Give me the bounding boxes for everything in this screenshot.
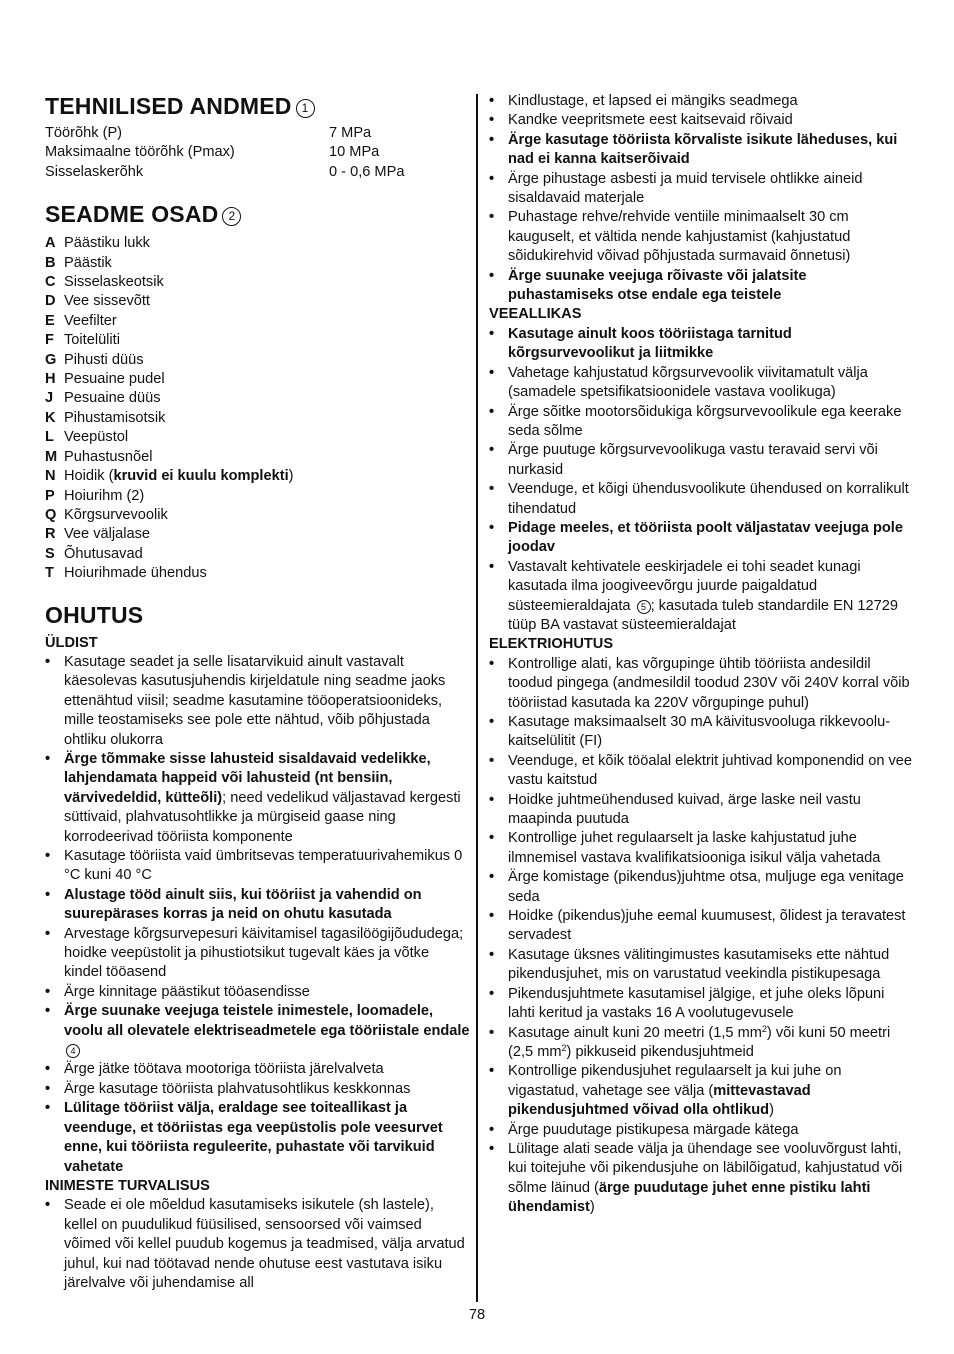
tech-data-table [45, 124, 470, 182]
part-item [45, 331, 470, 350]
bullet: • [45, 750, 51, 767]
part-item [45, 312, 470, 331]
list-item [489, 1062, 914, 1120]
item-bold: Ärge kasutage tööriista kõrvaliste isikute läheduses, kui nad ei kanna kaitserõivaid [508, 131, 898, 168]
item-text [508, 132, 897, 167]
water-list [489, 325, 914, 636]
item-bold: Ärge tõmmake sisse lahusteid sisaldavaid vedelikke, lahjendamata happeid või lahusteid (nt bensiin, värvivedeldid, kütteõli) [64, 750, 431, 806]
spec-label: Töörõhk (P) [45, 125, 123, 141]
spec-row [45, 163, 470, 182]
list-item [45, 1196, 470, 1293]
item-text: Ärge pihustage asbesti ja muid tervisele ohtlikke aineid sisaldavaid materjale [508, 170, 863, 207]
item-text: Kontrollige pikendusjuhet regulaarselt ja kui juhe on vigastatud, vahetage see välja (mittevastavad pikendusjuhtmed võivad olla ohtlikud) [508, 1063, 842, 1119]
parts-title: SEADME OSAD [45, 201, 219, 228]
bullet: • [45, 1197, 51, 1214]
part-letter: G [45, 351, 57, 368]
bullet: • [489, 1024, 495, 1041]
bullet: • [489, 791, 495, 808]
list-item [489, 655, 914, 713]
people-heading: INIMESTE TURVALISUS [45, 1177, 210, 1194]
list-item [489, 403, 914, 442]
item-text: Lülitage alati seade välja ja ühendage see vooluvõrgust lahti, kui toitejuhe või pikendusjuhe on läbilõigatud, kahjustatud või sõlme läinud (ärge puudutage juhet enne pistiku lahti ühendamist) [508, 1140, 903, 1216]
item-bold: mittevastavad pikendusjuhtmed võivad olla ohtlikud [508, 1082, 811, 1119]
superscript: 2 [561, 1042, 567, 1053]
part-text: Hoidik (kruvid ei kuulu komplekti) [64, 468, 294, 485]
item-text [508, 520, 903, 555]
part-text: Kõrgsurvevoolik [64, 506, 168, 523]
people-list-right [489, 92, 914, 305]
bullet: • [489, 403, 495, 420]
superscript: 2 [761, 1023, 767, 1034]
bullet: • [489, 830, 495, 847]
bullet: • [45, 1100, 51, 1117]
item-text: Pikendusjuhtmete kasutamisel jälgige, et juhe oleks lõpuni lahti keritud ja vastaks 16 A voolutugevusele [508, 985, 885, 1022]
item-text: Kasutage tööriista vaid ümbritsevas temperatuurivahemikus 0 °C kuni 40 °C [64, 848, 463, 884]
item-text [64, 1003, 470, 1058]
list-item [45, 983, 470, 1002]
bullet: • [489, 519, 495, 536]
page-number: 78 [468, 1307, 486, 1323]
part-item [45, 273, 470, 292]
part-letter: R [45, 526, 56, 543]
tech-data-heading [45, 92, 470, 120]
spec-row [45, 143, 470, 162]
part-letter: J [45, 390, 54, 407]
list-item [489, 713, 914, 752]
part-text: Pihusti düüs [64, 351, 144, 368]
bullet: • [489, 1140, 495, 1157]
part-item [45, 292, 470, 311]
bullet: • [489, 985, 495, 1002]
item-text: Veenduge, et kõik tööalal elektrit juhtivad komponendid on vee vastu kaitstud [508, 752, 913, 789]
spec-value: 0 - 0,6 MPa [329, 163, 405, 180]
part-letter: K [45, 409, 56, 426]
part-letter: P [45, 487, 55, 504]
part-item [45, 370, 470, 389]
item-text: Hoidke juhtmeühendused kuivad, ärge laske neil vastu maapinda puutuda [508, 791, 861, 828]
spec-value: 7 MPa [329, 125, 372, 141]
item-text: Arvestage kõrgsurvepesuri käivitamisel tagasilöögijõududega; hoidke veepüstolit ja pihustiotsikut tugevalt käes ja võtke kindel tööasend [64, 925, 464, 981]
part-text: Pesuaine pudel [64, 371, 165, 388]
bullet: • [489, 267, 495, 284]
bullet: • [45, 983, 51, 1000]
bullet: • [45, 1003, 51, 1020]
bullet: • [45, 925, 51, 942]
item-text: Ärge tõmmake sisse lahusteid sisaldavaid vedelikke, lahjendamata happeid või lahusteid (nt bensiin, värvivedeldid, kütteõli); need vedelikud väljastavad kergesti süttivaid, plahvatusohtlikke ja mürgiseid gaase ning korrodeerivad tööriista komponente [64, 750, 461, 845]
list-item [489, 752, 914, 791]
bullet: • [489, 558, 495, 575]
item-bold: Ärge suunake veejuga teistele inimestele, loomadele, voolu all olevatele elektriseadmetele ega tööriistale endale [64, 1003, 470, 1039]
part-item [45, 545, 470, 564]
list-item [489, 170, 914, 209]
item-text: Kandke veepritsmete eest kaitsevaid rõivaid [508, 112, 793, 129]
part-text: Vee sissevõtt [64, 293, 150, 310]
list-item [45, 1099, 470, 1177]
list-item [489, 519, 914, 558]
item-bold: Ärge suunake veejuga rõivaste või jalatsite puhastamiseks otse endale ega teistele [508, 267, 807, 304]
bullet: • [489, 1121, 495, 1138]
figure-ref: 4 [66, 1044, 80, 1058]
bullet: • [45, 1061, 51, 1078]
item-text: Kontrollige alati, kas võrgupinge ühtib tööriista andesildil toodud pingega (andmesildil toodud 230V või 240V korral võib tööriistad kasutada ka 220V võrgupinge puhul) [508, 655, 910, 711]
part-letter: D [45, 293, 56, 310]
spec-label: Maksimaalne töörõhk (Pmax) [45, 144, 235, 161]
item-text: Ärge puudutage pistikupesa märgade kätega [508, 1121, 799, 1138]
part-text: Hoiurihmade ühendus [64, 565, 207, 582]
item-text: Kasutage maksimaalselt 30 mA käivitusvooluga rikkevoolu-kaitselülitit (FI) [508, 714, 891, 750]
part-text: Veepüstol [64, 429, 129, 446]
list-item [45, 886, 470, 925]
part-item [45, 351, 470, 370]
list-item [489, 267, 914, 306]
list-item [45, 847, 470, 886]
elec-heading: ELEKTRIOHUTUS [489, 636, 614, 653]
bullet: • [489, 325, 495, 342]
item-text: Vahetage kahjustatud kõrgsurvevoolik viivitamatult välja (samadele spetsifikatsioonidele vastava voolikuga) [508, 364, 868, 401]
item-text: Seade ei ole mõeldud kasutamiseks isikutele (sh lastele), kellel on puudulikud füüsilised, sensoorsed või vaimsed võimed või kellel puudub kogemus ja teadmised, välja arvatud juhul, kui nad töötavad nende ohutuse eest vastutava isiku järelvalve või juhendamise all [64, 1197, 465, 1291]
part-letter: A [45, 235, 56, 252]
part-letter: B [45, 254, 56, 271]
item-bold: Lülitage tööriist välja, eraldage see toiteallikast ja veenduge, et tööriistas ega veepüstolis pole veesurvet enne, kui tööriista reguleerite, puhastate või tarvikuid vahetate [64, 1100, 443, 1175]
list-item [489, 791, 914, 830]
part-item [45, 467, 470, 486]
bullet: • [489, 714, 495, 730]
list-item [489, 985, 914, 1024]
part-text: Toitelüliti [64, 332, 120, 349]
item-text [508, 268, 807, 303]
item-text: Ärge kinnitage päästikut tööasendisse [64, 983, 310, 1000]
list-item [489, 364, 914, 403]
part-text: Pihustamisotsik [64, 409, 166, 426]
bullet: • [489, 209, 495, 226]
list-item [45, 1060, 470, 1079]
part-text: Õhutusavad [64, 545, 143, 562]
list-item [45, 1002, 470, 1060]
bullet: • [489, 93, 495, 109]
parts-list [45, 234, 470, 583]
bullet: • [45, 848, 51, 864]
item-text: Kindlustage, et lapsed ei mängiks seadmega [508, 93, 798, 109]
part-text: Päästik [64, 254, 112, 271]
list-item [45, 1080, 470, 1099]
item-text: Kasutage seadet ja selle lisatarvikuid ainult vastavalt käesolevas kasutusjuhendis kirjeldatule ning seadme jaoks ettenähtud viisil; seadme kasutamine tööoperatsioonideks, mille teostamiseks see pole ette nähtud, võib põhjustada ohtliku olukorra [64, 653, 446, 748]
part-text: Hoiurihm (2) [64, 487, 145, 504]
list-item [489, 829, 914, 868]
bullet: • [489, 752, 495, 769]
item-text: Ärge sõitke mootorsõidukiga kõrgsurvevoolikule ega keerake seda sõlme [508, 403, 902, 439]
list-item [489, 92, 914, 111]
general-list [45, 653, 470, 1177]
list-item [45, 653, 470, 750]
item-bold: Alustage tööd ainult siis, kui tööriist ja vahendid on suurepärases korras ja neid on ohutu kasutada [64, 886, 422, 923]
part-letter: M [45, 448, 58, 465]
part-letter: C [45, 274, 56, 291]
bullet: • [489, 364, 495, 381]
list-item [489, 868, 914, 907]
column-divider [476, 94, 478, 1302]
parts-heading [45, 200, 470, 228]
spec-row [45, 124, 470, 143]
figure-ref: 5 [637, 600, 651, 614]
people-list-left [45, 1196, 470, 1293]
item-text: Hoidke (pikendus)juhe eemal kuumusest, õlidest ja teravatest servadest [508, 908, 906, 944]
elec-list [489, 655, 914, 1218]
bullet: • [489, 112, 495, 129]
item-text: Veenduge, et kõigi ühendusvoolikute ühendused on korralikult tihendatud [508, 481, 909, 517]
item-text: Kontrollige juhet regulaarselt ja laske kahjustatud juhe ilmnemisel vastava kvalifikatsiooniga isikul välja vahetada [508, 830, 881, 866]
part-letter: Q [45, 506, 57, 523]
part-item [45, 448, 470, 467]
tech-data-title: TEHNILISED ANDMED [45, 93, 292, 119]
part-item [45, 525, 470, 544]
spec-value: 10 MPa [329, 144, 380, 161]
bullet: • [489, 869, 495, 886]
list-item [489, 1121, 914, 1140]
bullet: • [489, 946, 495, 963]
left-column [45, 92, 470, 1293]
part-letter: S [45, 545, 55, 562]
bullet: • [489, 131, 495, 148]
part-text-bold: kruvid ei kuulu komplekti [113, 468, 289, 485]
part-item [45, 506, 470, 525]
bullet: • [45, 886, 51, 903]
bullet: • [489, 908, 495, 925]
list-item [489, 441, 914, 480]
list-item [489, 946, 914, 985]
item-text [64, 887, 422, 922]
list-item [489, 907, 914, 946]
bullet: • [489, 442, 495, 459]
part-text: Pesuaine düüs [64, 390, 161, 407]
list-item [45, 750, 470, 847]
bullet: • [489, 170, 495, 187]
list-item [489, 208, 914, 266]
list-item [489, 1140, 914, 1218]
part-item [45, 389, 470, 408]
part-letter: L [45, 429, 54, 446]
item-text: Puhastage rehve/rehvide ventiile minimaalselt 30 cm kauguselt, et vältida nende kahjustamist (kahjustatud sõidukirehvid võivad põhjustada surmavaid õnnetusi) [508, 209, 851, 265]
item-text: Ärge kasutage tööriista plahvatusohtlikus keskkonnas [64, 1080, 411, 1097]
right-column [489, 92, 914, 1218]
safety-heading: OHUTUS [45, 601, 144, 628]
part-item [45, 428, 470, 447]
part-item [45, 409, 470, 428]
list-item [489, 558, 914, 636]
part-letter: F [45, 332, 54, 349]
part-letter: E [45, 312, 55, 329]
bullet: • [45, 653, 51, 670]
general-heading: ÜLDIST [45, 634, 98, 651]
list-item [489, 480, 914, 519]
part-text: Sisselaskeotsik [64, 274, 164, 291]
part-item [45, 254, 470, 273]
part-text: Veefilter [64, 312, 117, 329]
part-letter: T [45, 565, 54, 582]
figure-ref-2: 2 [222, 207, 241, 226]
bullet: • [489, 1063, 495, 1080]
list-item [489, 1024, 914, 1063]
bullet: • [489, 655, 495, 672]
spec-label: Sisselaskerõhk [45, 163, 144, 180]
item-text: Ärge komistage (pikendus)juhtme otsa, muljuge ega venitage seda [508, 869, 904, 905]
part-item [45, 487, 470, 506]
part-letter: N [45, 468, 56, 485]
item-text: Vastavalt kehtivatele eeskirjadele ei tohi seadet kunagi kasutada ilma joogiveevõrgu juurde paigaldatud süsteemieraldajata 5 ; kasutada tuleb standardile EN 12729 tüüp BA vastavat süsteemieraldajat [508, 558, 899, 633]
bullet: • [45, 1080, 51, 1097]
list-item [489, 131, 914, 170]
item-bold: Pidage meeles, et tööriista poolt väljastatav veejuga pole joodav [508, 519, 903, 556]
part-item [45, 564, 470, 583]
item-text: Kasutage ainult kuni 20 meetri (1,5 $mm^2$) või kuni 50 meetri (2,5 $mm^2$) pikkuseid pikendusjuhtmeid [508, 1023, 891, 1060]
part-text: Vee väljalase [64, 526, 151, 543]
water-heading: VEEALLIKAS [489, 306, 582, 323]
part-letter: H [45, 371, 56, 388]
item-text: Kasutage üksnes välitingimustes kasutamiseks ette nähtud pikendusjuhet, mis on varustatud veekindla pistikupesaga [508, 946, 890, 983]
list-item [45, 925, 470, 983]
item-text: Ärge jätke töötava mootoriga tööriista järelvalveta [64, 1061, 384, 1078]
item-text [508, 326, 792, 361]
list-item [489, 111, 914, 130]
part-text: Päästiku lukk [64, 235, 150, 252]
list-item [489, 325, 914, 364]
item-text [64, 1100, 443, 1174]
part-text: Puhastusnõel [64, 448, 153, 465]
item-text: Ärge puutuge kõrgsurvevoolikuga vastu teravaid servi või nurkasid [508, 442, 878, 478]
item-bold: ärge puudutage juhet enne pistiku lahti ühendamist [508, 1179, 871, 1216]
bullet: • [489, 481, 495, 498]
item-bold: Kasutage ainult koos tööriistaga tarnitud kõrgsurvevoolikut ja liitmikke [508, 325, 792, 362]
part-item [45, 234, 470, 253]
figure-ref-1: 1 [296, 99, 315, 118]
